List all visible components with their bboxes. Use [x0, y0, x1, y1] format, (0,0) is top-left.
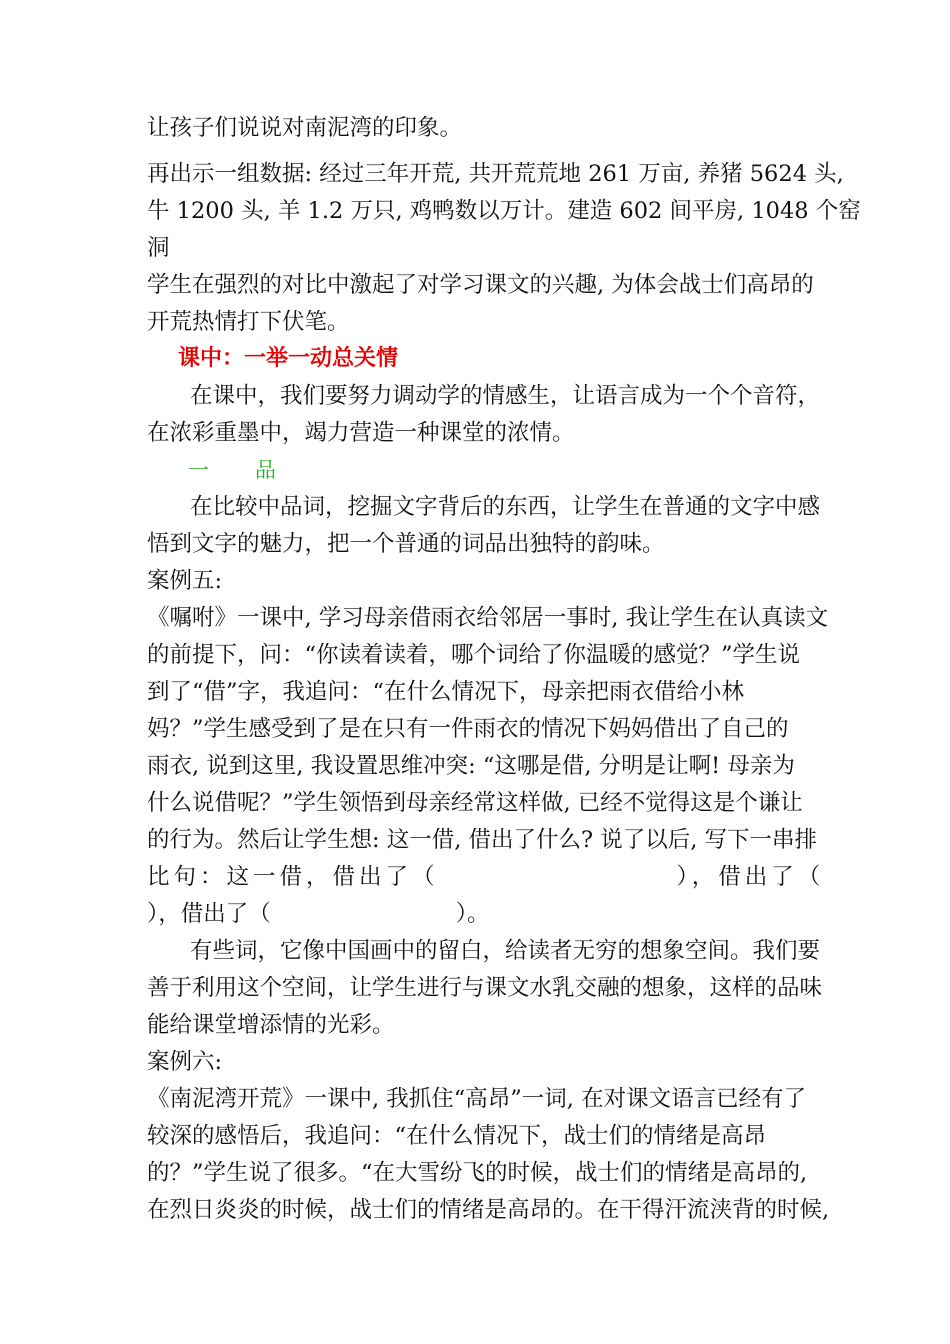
text-line: 到了“借”字，我追问：“在什么情况下，母亲把雨衣借给小林 — [147, 679, 745, 705]
text-line: 妈？”学生感受到了是在只有一件雨衣的情况下妈妈借出了自己的 — [147, 716, 789, 742]
text-line: 洞 — [147, 235, 170, 261]
fill-in-blank-line — [147, 862, 824, 892]
blank-suffix: ）。 — [455, 901, 490, 927]
text-line: 学生在强烈的对比中激起了对学习课文的兴趣, 为体会战士们高昂的 — [147, 272, 814, 298]
sub-heading — [188, 455, 276, 485]
text-line: 的？”学生说了很多。“在大雪纷飞的时候，战士们的情绪是高昂的, — [147, 1160, 808, 1186]
sub-heading-title: 品 — [255, 458, 276, 482]
text-line: 的行为。然后让学生想: 这一借, 借出了什么? 说了以后, 写下一串排 — [147, 827, 818, 853]
fill-in-blank-line — [147, 899, 490, 929]
text-line: 《嘱咐》一课中, 学习母亲借雨衣给邻居一事时, 我让学生在认真读文 — [147, 605, 829, 631]
blank-prefix: 比句：这一借，借出了（ — [147, 864, 439, 890]
text-line: 在浓彩重墨中，竭力营造一种课堂的浓情。 — [147, 420, 575, 446]
blank-suffix: ），借出了（ — [676, 864, 825, 890]
case-label: 案例六: — [147, 1049, 223, 1075]
text-line: 在比较中品词，挖掘文字背后的东西，让学生在普通的文字中感 — [190, 494, 821, 520]
text-line: 什么说借呢？”学生领悟到母亲经常这样做, 已经不觉得这是个谦让 — [147, 790, 803, 816]
blank-prefix: ），借出了（ — [147, 901, 271, 927]
text-line: 让孩子们说说对南泥湾的印象。 — [147, 115, 463, 141]
case-label: 案例五: — [147, 568, 223, 594]
text-line: 能给课堂增添情的光彩。 — [147, 1012, 395, 1038]
text-line: 开荒热情打下伏笔。 — [147, 309, 350, 335]
text-line: 在课中，我们要努力调动学的情感生，让语言成为一个个音符， — [190, 383, 821, 409]
text-line: 牛 1200 头, 羊 1.2 万只, 鸡鸭数以万计。建造 602 间平房, 1048 个窑 — [147, 198, 861, 224]
text-line: 的前提下，问：“你读着读着，哪个词给了你温暖的感觉？”学生说 — [147, 642, 801, 668]
text-line: 《南泥湾开荒》一课中, 我抓住“高昂”一词, 在对课文语言已经有了 — [147, 1086, 807, 1112]
text-line: 善于利用这个空间，让学生进行与课文水乳交融的想象，这样的品味 — [147, 975, 823, 1001]
section-heading: 课中：一举一动总关情 — [178, 346, 399, 371]
text-line: 较深的感悟后，我追问：“在什么情况下，战士们的情绪是高昂 — [147, 1123, 767, 1149]
text-line: 再出示一组数据: 经过三年开荒, 共开荒荒地 261 万亩, 养猪 5624 头, — [147, 161, 844, 187]
text-line: 有些词，它像中国画中的留白，给读者无穷的想象空间。我们要 — [190, 938, 821, 964]
text-line: 悟到文字的魅力，把一个普通的词品出独特的韵味。 — [147, 531, 665, 557]
sub-heading-number: 一 — [188, 458, 209, 482]
text-line: 雨衣, 说到这里, 我设置思维冲突: “这哪是借, 分明是让啊! 母亲为 — [147, 753, 795, 779]
text-line: 在烈日炎炎的时候，战士们的情绪是高昂的。在干得汗流浃背的时候, — [147, 1197, 830, 1223]
